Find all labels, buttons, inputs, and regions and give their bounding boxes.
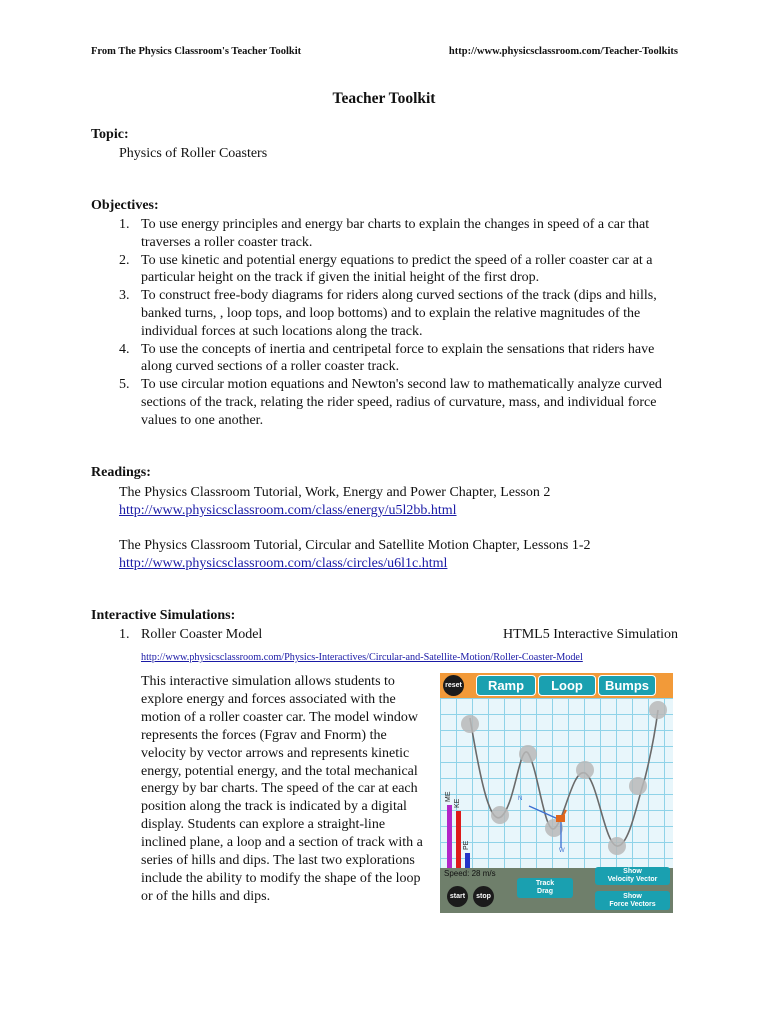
topic-value: Physics of Roller Coasters	[119, 146, 268, 161]
speed-readout: Speed: 28 m/s	[444, 869, 496, 878]
objective-text: To use circular motion equations and Newton's second law to mathematically analyze curved sections of the track, relating the rider speed, radius of curvature, mass, and individual force values to one another.	[141, 377, 662, 428]
reset-button[interactable]: reset	[443, 675, 464, 696]
track-handle[interactable]	[576, 761, 594, 779]
reading-link[interactable]: http://www.physicsclassroom.com/class/circles/u6l1c.html	[119, 556, 448, 571]
start-button[interactable]: start	[447, 886, 468, 907]
show-force-vectors-button[interactable]: Show Force Vectors	[595, 891, 670, 910]
stop-button[interactable]: stop	[473, 886, 494, 907]
objectives-heading: Objectives:	[91, 198, 159, 213]
weight-vector-label: W	[559, 848, 565, 854]
normal-vector-label: N	[518, 796, 523, 802]
topic-heading: Topic:	[91, 127, 129, 142]
header-url: http://www.physicsclassroom.com/Teacher-Toolkits	[448, 46, 678, 57]
page-title: Teacher Toolkit	[332, 90, 436, 107]
track-handle[interactable]	[461, 715, 479, 733]
simulation-track-area	[440, 698, 673, 868]
tab-bumps[interactable]: Bumps	[598, 675, 656, 696]
coaster-car	[556, 815, 565, 822]
objective-text: To use energy principles and energy bar charts to explain the changes in speed of a car that traverses a roller coaster track.	[141, 217, 650, 250]
header-source: From The Physics Classroom's Teacher Toolkit	[91, 46, 302, 57]
objective-item: 5. To use circular motion equations and Newton's second law to mathematically analyze curved sections of the track, relating the rider speed, radius of curvature, mass, and individual force values to one another.	[119, 377, 662, 428]
track-handle[interactable]	[629, 777, 647, 795]
reading-text: The Physics Classroom Tutorial, Work, Energy and Power Chapter, Lesson 2	[119, 485, 551, 500]
track-handle[interactable]	[649, 701, 667, 719]
track-handle[interactable]	[519, 745, 537, 763]
track-svg	[440, 698, 673, 868]
tab-ramp[interactable]: Ramp	[476, 675, 536, 696]
objective-item: 4. To use the concepts of inertia and centripetal force to explain the sensations that riders have along curved sections of a roller coaster track.	[119, 341, 655, 375]
roller-coaster-simulation-screenshot	[440, 673, 673, 913]
reading-link[interactable]: http://www.physicsclassroom.com/class/energy/u5l2bb.html	[119, 503, 457, 518]
ke-label: KE	[454, 798, 461, 808]
me-label: ME	[445, 791, 452, 802]
track-handle[interactable]	[608, 837, 626, 855]
objective-text: To construct free-body diagrams for riders along curved sections of the track (dips and hills, banked turns, , loop tops, and loop bottoms) and to explain the relative magnitudes of the individual forces at such locations along the track.	[141, 288, 657, 339]
reading-text: The Physics Classroom Tutorial, Circular and Satellite Motion Chapter, Lessons 1-2	[119, 538, 591, 553]
objectives-list	[119, 216, 679, 430]
simulation-type: HTML5 Interactive Simulation	[503, 627, 678, 642]
track-curve	[470, 710, 658, 846]
track-drag-button[interactable]: Track Drag	[517, 878, 573, 898]
tab-loop[interactable]: Loop	[538, 675, 596, 696]
objective-item: 2. To use kinetic and potential energy equations to predict the speed of a roller coaster car at a particular height on the track if given the initial height of the first drop.	[119, 252, 653, 286]
simulation-description: This interactive simulation allows students to explore energy and forces associated with the motion of a roller coaster car. The model window represents the forces (Fgrav and Fnorm) the velocity by vector arrows and represents kinetic energy, potential energy, and the total mechanical energy by bar charts. The speed of the car at each position along the track is indicated by a digital display. Students can explore a straight-line inclined plane, a loop and a section of track with a series of hills and dips. The last two explorations include the ability to modify the shape of the loop or of the hills and dips.	[141, 674, 423, 904]
simulation-name: Roller Coaster Model	[141, 627, 263, 642]
pe-label: PE	[463, 840, 470, 850]
show-velocity-vector-button[interactable]: Show Velocity Vector	[595, 867, 670, 885]
simulations-heading: Interactive Simulations:	[91, 608, 236, 623]
track-handle[interactable]	[491, 806, 509, 824]
objective-text: To use kinetic and potential energy equations to predict the speed of a roller coaster car at a particular height on the track if given the initial height of the first drop.	[141, 252, 653, 286]
simulation-link[interactable]: http://www.physicsclassroom.com/Physics-Interactives/Circular-and-Satellite-Motion/Roller-Coaster-Model	[141, 652, 583, 663]
objective-item: 1. To use energy principles and energy bar charts to explain the changes in speed of a car that traverses a roller coaster track.	[119, 217, 650, 250]
objective-item: 3. To construct free-body diagrams for riders along curved sections of the track (dips and hills, banked turns, , loop tops, and loop bottoms) and to explain the relative magnitudes of the individual forces at such locations along the track.	[119, 288, 657, 339]
objective-text: To use the concepts of inertia and centripetal force to explain the sensations that riders have along curved sections of a roller coaster track.	[141, 341, 655, 375]
readings-heading: Readings:	[91, 465, 151, 480]
